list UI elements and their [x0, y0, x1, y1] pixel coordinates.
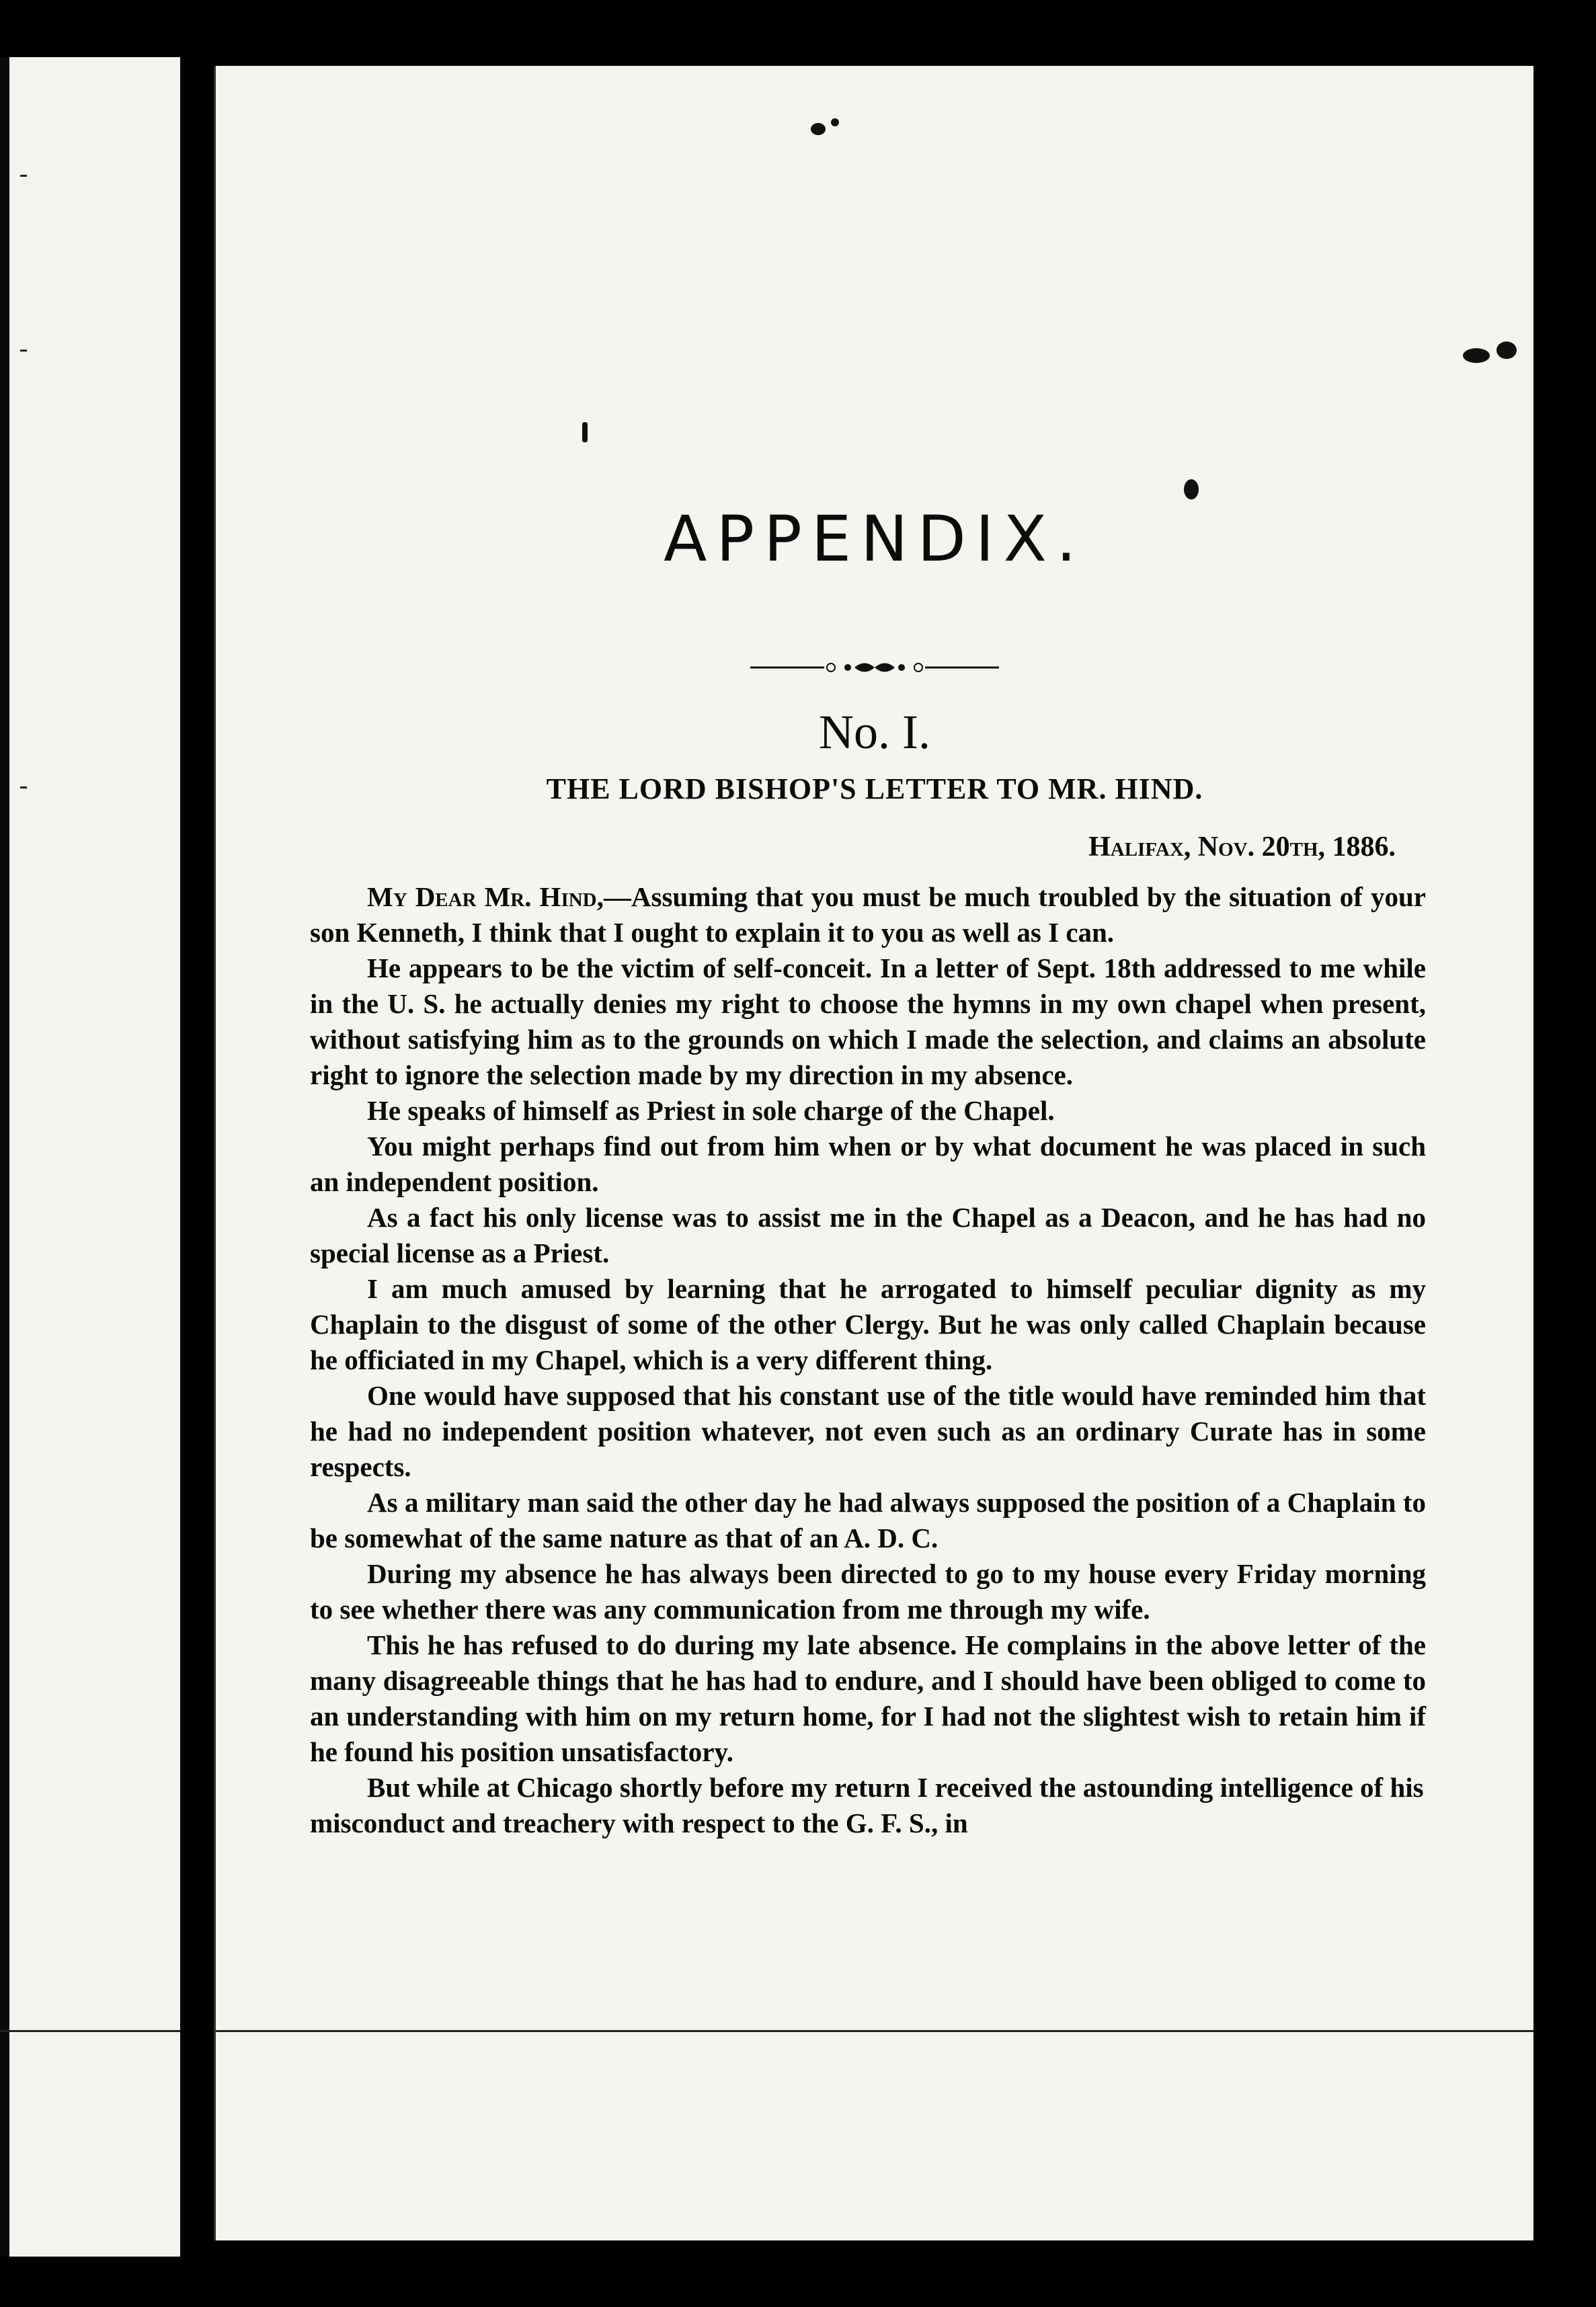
letter-paragraph: He appears to be the victim of self-conceit. In a letter of Sept. 18th addressed to me while in the U. S. he actually denies my right to choose the hymns in my own chapel when present, without satisfying him as to the grounds on which I made the selection, and claims an absolute right to ignore the selection made by my direction in my absence.	[310, 953, 1426, 1090]
letter-paragraph: He speaks of himself as Priest in sole charge of the Chapel.	[367, 1095, 1055, 1126]
letter-paragraph: One would have supposed that his constant use of the title would have reminded him that he had no independent position whatever, not even such as an ordinary Curate has in some respects.	[310, 1380, 1426, 1482]
page-bottom-rule	[216, 2030, 1533, 2032]
margin-mark	[20, 786, 27, 788]
ink-blot	[1463, 348, 1490, 363]
facing-page-edge	[0, 57, 180, 2257]
appendix-title: APPENDIX.	[664, 503, 1086, 576]
letter-heading: THE LORD BISHOP'S LETTER TO MR. HIND.	[546, 772, 1203, 805]
ink-blot	[1497, 341, 1517, 359]
section-number: No. I.	[819, 705, 930, 759]
document-page	[214, 66, 1533, 2240]
letter-body	[310, 879, 1426, 1841]
ink-blot	[811, 123, 826, 135]
ink-blot	[831, 118, 839, 126]
title-ornament	[216, 657, 1533, 678]
gutter-shadow	[0, 57, 9, 2257]
letter-paragraph: As a military man said the other day he had always supposed the position of a Chaplain to be somewhat of the same nature as that of an A. D. C.	[310, 1487, 1426, 1553]
margin-mark	[20, 350, 27, 352]
margin-mark	[20, 175, 27, 177]
letter-paragraph: But while at Chicago shortly before my return I received the astounding intelligence of his misconduct and treachery with respect to the G. F. S., in	[310, 1772, 1424, 1838]
ink-blot	[582, 422, 588, 442]
letter-paragraph: This he has refused to do during my late absence. He complains in the above letter of the many disagreeable things that he has had to endure, and I should have been obliged to come to an understanding with him on my return home, for I had not the slightest wish to retain him if he found his position unsatisfactory.	[310, 1629, 1426, 1767]
ink-blot	[1184, 479, 1199, 499]
divider-flourish-icon	[750, 657, 999, 678]
letter-paragraph: You might perhaps find out from him when or by what document he was placed in such an independent position.	[310, 1131, 1426, 1197]
facing-page-rule	[0, 2030, 180, 2032]
letter-paragraph: During my absence he has always been directed to go to my house every Friday morning to see whether there was any communication from me through my wife.	[310, 1558, 1426, 1625]
letter-salutation: My Dear Mr. Hind,	[367, 881, 604, 912]
letter-paragraph: As a fact his only license was to assist me in the Chapel as a Deacon, and he has had no special license as a Priest.	[310, 1202, 1426, 1268]
letter-opening-text: —Assuming that you must be much troubled by the situation of your son Kenneth, I think that I ought to explain it to you as well as I can.	[310, 881, 1427, 948]
letter-paragraph: I am much amused by learning that he arrogated to himself peculiar dignity as my Chaplain to the disgust of some of the other Clergy. But he was only called Chaplain because he officiated in my Chapel, which is a very different thing.	[310, 1273, 1426, 1375]
letter-dateline: Halifax, Nov. 20th, 1886.	[1088, 832, 1396, 862]
letter-opening-paragraph	[310, 879, 1426, 950]
